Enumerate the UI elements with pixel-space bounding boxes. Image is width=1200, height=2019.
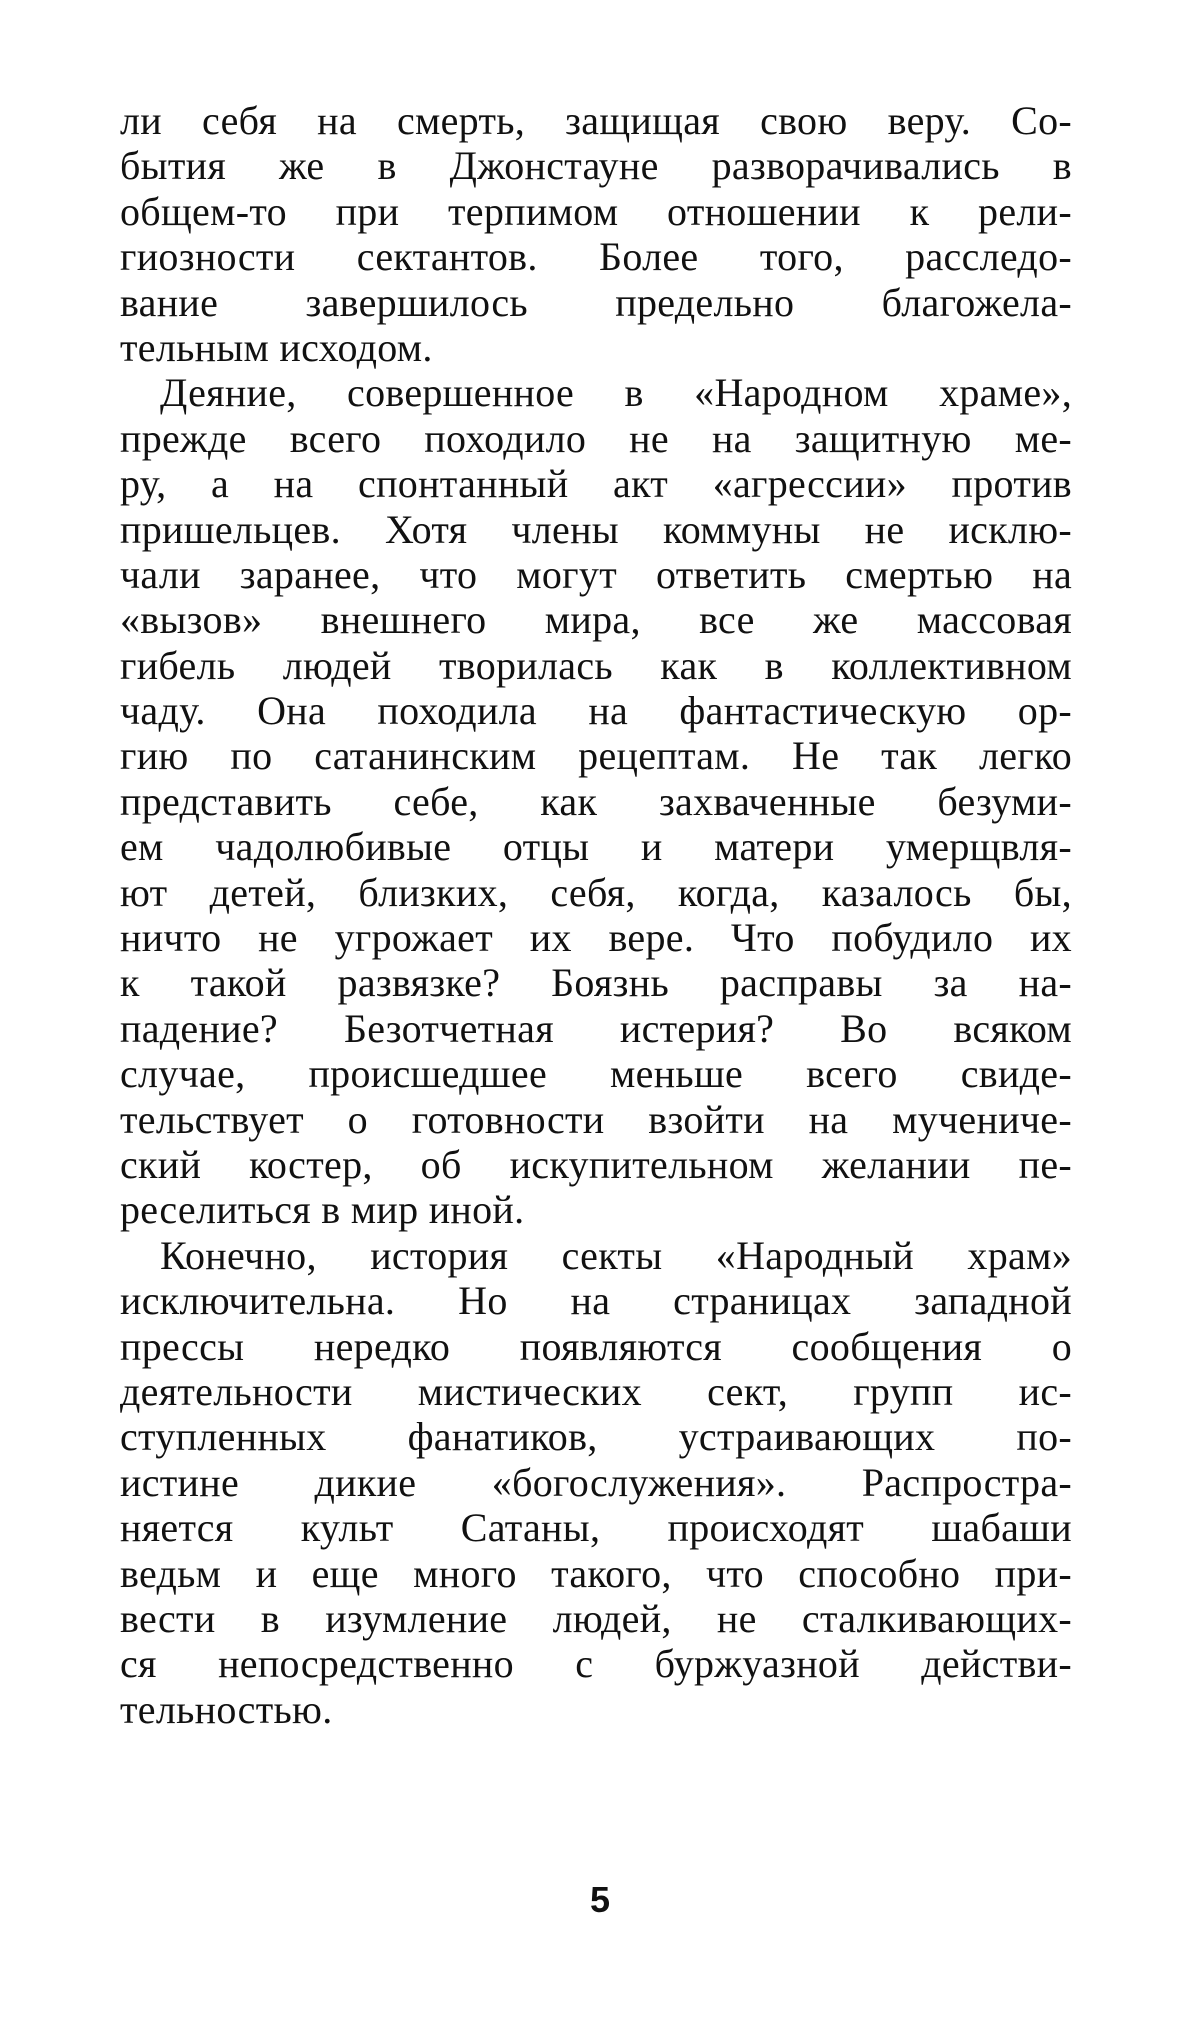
paragraph	[120, 370, 1072, 1232]
text-line: бытия же в Джонстауне разворачивались в	[120, 143, 1072, 189]
text-line: тельствует о готовности взойти на мучениче-	[120, 1096, 1072, 1142]
text-line: ведьм и еще много такого, что способно при-	[120, 1550, 1072, 1596]
text-line: прежде всего походило не на защитную ме-	[120, 415, 1072, 461]
text-line: няется культ Сатаны, происходят шабаши	[120, 1505, 1072, 1551]
text-line: деятельности мистических сект, групп ис-	[120, 1368, 1072, 1414]
text-line: вание завершилось предельно благожела-	[120, 279, 1072, 325]
text-line: Деяние, совершенное в «Народном храме»,	[160, 370, 1072, 416]
text-line: ем чадолюбивые отцы и матери умерщвля-	[120, 824, 1072, 870]
text-line: реселиться в мир иной.	[120, 1187, 525, 1233]
text-line: представить себе, как захваченные безуми-	[120, 778, 1072, 824]
text-line: гибель людей творилась как в коллективном	[120, 642, 1072, 688]
text-line: гиозности сектантов. Более того, расследо-	[120, 234, 1072, 280]
text-line: ступленных фанатиков, устраивающих по-	[120, 1414, 1072, 1460]
text-line: ли себя на смерть, защищая свою веру. Со-	[120, 98, 1072, 143]
text-line: ский костер, об искупительном желании пе-	[120, 1141, 1072, 1187]
text-line: ничто не угрожает их вере. Что побудило их	[120, 915, 1072, 961]
paragraph	[120, 1233, 1072, 1732]
text-line: ют детей, близких, себя, когда, казалось бы,	[120, 869, 1072, 915]
text-line: чали заранее, что могут ответить смертью на	[120, 551, 1072, 597]
text-line: прессы нередко появляются сообщения о	[120, 1323, 1072, 1369]
text-line: тельным исходом.	[120, 324, 433, 370]
page-body	[120, 98, 1072, 1732]
text-line: вести в изумление людей, не сталкивающих-	[120, 1595, 1072, 1641]
text-line: истине дикие «богослужения». Распростра-	[120, 1459, 1072, 1505]
text-line: Конечно, история секты «Народный храм»	[160, 1232, 1072, 1278]
text-line: ся непосредственно с буржуазной действи-	[120, 1641, 1072, 1687]
page-number: 5	[589, 1879, 611, 1920]
text-line: ру, а на спонтанный акт «агрессии» против	[120, 461, 1072, 507]
text-line: «вызов» внешнего мира, все же массовая	[120, 597, 1072, 643]
text-line: случае, происшедшее меньше всего свиде-	[120, 1051, 1072, 1097]
paragraph	[120, 98, 1072, 370]
text-line: исключительна. Но на страницах западной	[120, 1278, 1072, 1324]
text-line: падение? Безотчетная истерия? Во всяком	[120, 1005, 1072, 1051]
text-line: гию по сатанинским рецептам. Не так легко	[120, 733, 1072, 779]
text-line: тельностью.	[120, 1686, 333, 1732]
text-line: пришельцев. Хотя члены коммуны не исклю-	[120, 506, 1072, 552]
text-line: к такой развязке? Боязнь расправы за на-	[120, 960, 1072, 1006]
text-line: чаду. Она походила на фантастическую ор-	[120, 688, 1072, 734]
text-line: общем-то при терпимом отношении к рели-	[120, 188, 1072, 234]
